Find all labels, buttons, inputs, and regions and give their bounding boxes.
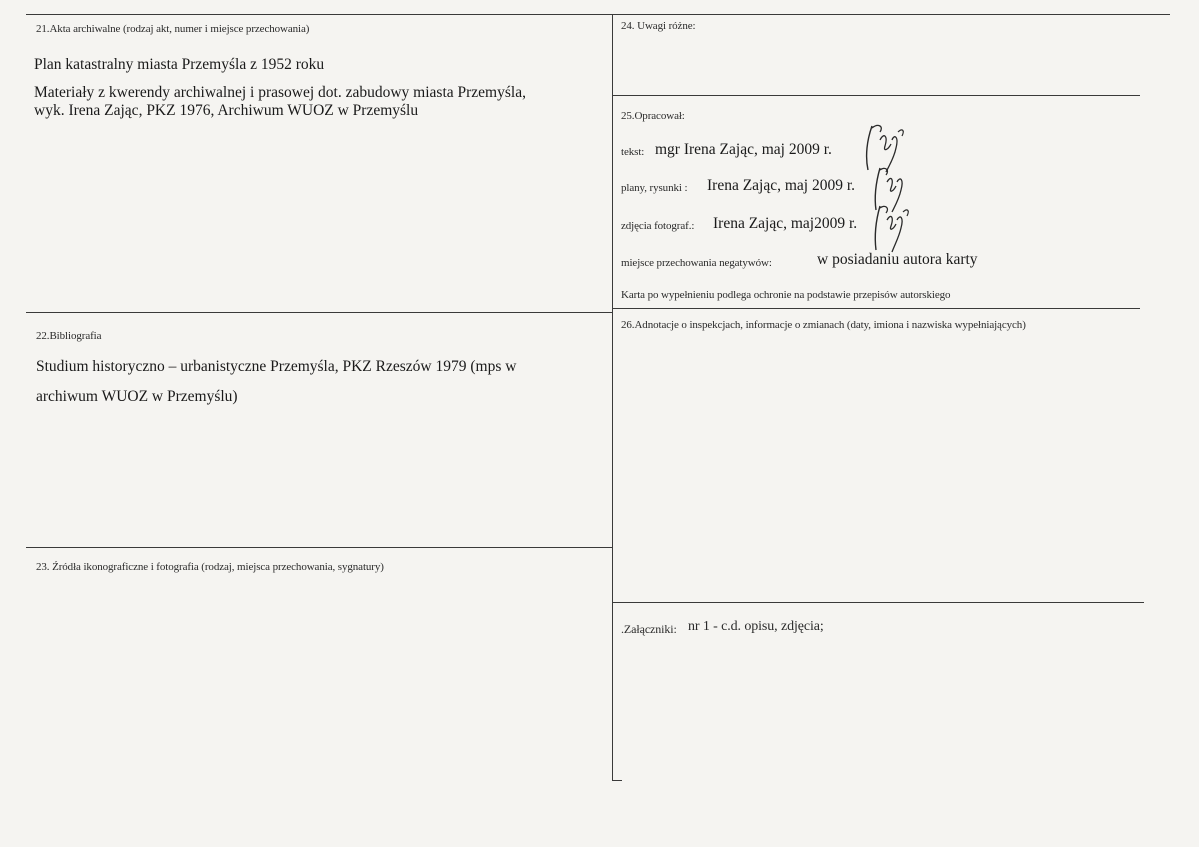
section-22-label: 22.Bibliografia [36, 330, 102, 342]
plany-value: Irena Zając, maj 2009 r. [707, 177, 856, 194]
attachments-label: .Załączniki: [621, 622, 677, 636]
section-21-line-1: Plan katastralny miasta Przemyśla z 1952 roku [34, 56, 325, 73]
zdjecia-label: zdjęcia fotograf.: [621, 220, 695, 232]
tekst-label: tekst: [621, 146, 645, 158]
divider-22-23 [26, 547, 612, 548]
section-21-line-2: Materiały z kwerendy archiwalnej i prasowej dot. zabudowy miasta Przemyśla, [34, 84, 526, 101]
divider-24-25 [612, 95, 1140, 96]
section-21-line-3: wyk. Irena Zając, PKZ 1976, Archiwum WUOZ w Przemyślu [34, 102, 419, 119]
section-25-label: 25.Opracował: [621, 110, 685, 122]
negatywy-value: w posiadaniu autora karty [817, 251, 978, 268]
section-23-label: 23. Źródła ikonograficzne i fotografia (rodzaj, miejsca przechowania, sygnatury) [36, 561, 384, 573]
negatywy-label: miejsce przechowania negatywów: [621, 257, 772, 269]
divider-26-zal [612, 602, 1144, 603]
section-22-line-2: archiwum WUOZ w Przemyślu) [36, 388, 238, 405]
divider-25-26 [612, 308, 1140, 309]
center-divider [612, 14, 613, 781]
bottom-tick [612, 780, 622, 781]
tekst-value: mgr Irena Zając, maj 2009 r. [655, 141, 832, 158]
divider-21-22 [26, 312, 612, 313]
top-border [26, 14, 1170, 15]
section-26-label: 26.Adnotacje o inspekcjach, informacje o zmianach (daty, imiona i nazwiska wypełniających) [621, 319, 1026, 331]
section-21-label: 21.Akta archiwalne (rodzaj akt, numer i miejsce przechowania) [36, 23, 310, 35]
attachments-value: nr 1 - c.d. opisu, zdjęcia; [688, 619, 824, 634]
copyright-note: Karta po wypełnieniu podlega ochronie na podstawie przepisów autorskiego [621, 289, 951, 301]
section-22-line-1: Studium historyczno – urbanistyczne Przemyśla, PKZ Rzeszów 1979 (mps w [36, 358, 517, 375]
plany-label: plany, rysunki : [621, 182, 688, 194]
zdjecia-value: Irena Zając, maj2009 r. [713, 215, 858, 232]
signature-3-icon [864, 200, 912, 256]
section-24-label: 24. Uwagi różne: [621, 20, 696, 32]
